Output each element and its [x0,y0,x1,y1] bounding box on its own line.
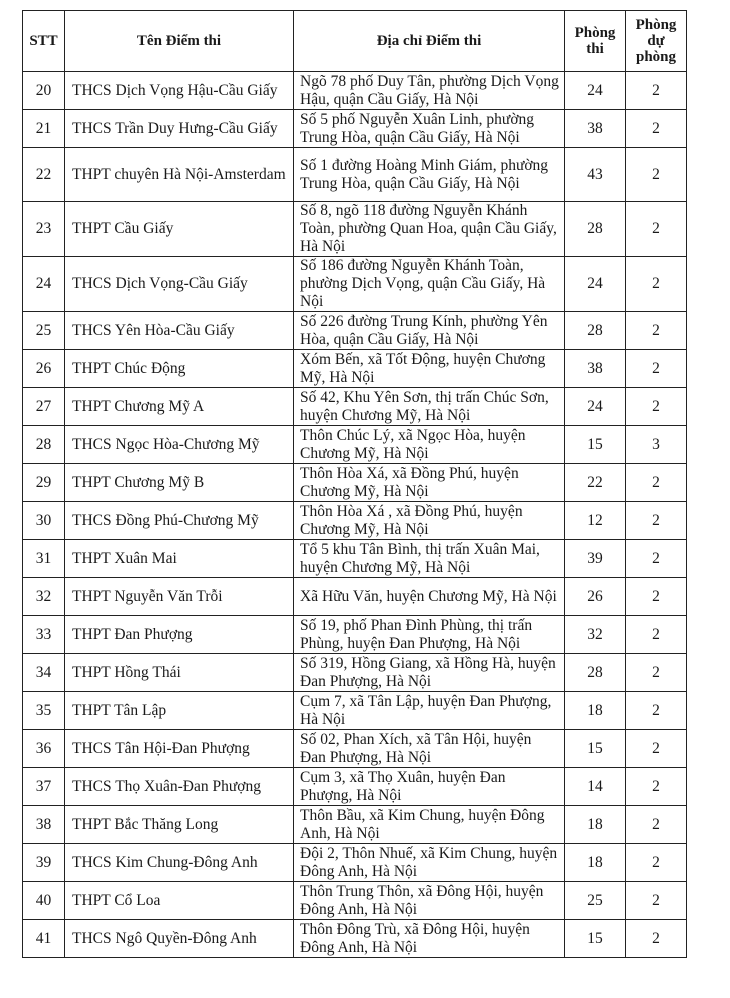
row-site-name: THPT Hồng Thái [65,654,294,692]
row-stt: 27 [23,388,65,426]
row-reserve-rooms: 2 [626,110,687,148]
row-exam-rooms: 15 [565,920,626,958]
table-row [23,654,687,692]
row-site-name: THCS Yên Hòa-Cầu Giấy [65,312,294,350]
table-row [23,844,687,882]
row-site-address: Số 319, Hồng Giang, xã Hồng Hà, huyện Đan Phượng, Hà Nội [294,654,565,692]
row-stt: 34 [23,654,65,692]
row-stt: 22 [23,148,65,202]
row-exam-rooms: 32 [565,616,626,654]
row-stt: 38 [23,806,65,844]
row-site-address: Thôn Bầu, xã Kim Chung, huyện Đông Anh, Hà Nội [294,806,565,844]
row-stt: 25 [23,312,65,350]
row-exam-rooms: 15 [565,730,626,768]
row-stt: 24 [23,257,65,312]
row-site-address: Số 8, ngõ 118 đường Nguyễn Khánh Toàn, phường Quan Hoa, quận Cầu Giấy, Hà Nội [294,202,565,257]
row-site-address: Tổ 5 khu Tân Bình, thị trấn Xuân Mai, huyện Chương Mỹ, Hà Nội [294,540,565,578]
table-row [23,350,687,388]
row-exam-rooms: 28 [565,654,626,692]
row-site-address: Thôn Hòa Xá, xã Đồng Phú, huyện Chương Mỹ, Hà Nội [294,464,565,502]
row-stt: 33 [23,616,65,654]
row-exam-rooms: 24 [565,388,626,426]
table-row [23,72,687,110]
row-exam-rooms: 39 [565,540,626,578]
table-row [23,882,687,920]
header-exam-rooms: Phòng thi [565,11,626,72]
row-site-address: Số 42, Khu Yên Sơn, thị trấn Chúc Sơn, huyện Chương Mỹ, Hà Nội [294,388,565,426]
row-reserve-rooms: 2 [626,844,687,882]
row-site-name: THPT Chúc Động [65,350,294,388]
row-site-name: THCS Tân Hội-Đan Phượng [65,730,294,768]
row-stt: 31 [23,540,65,578]
row-stt: 21 [23,110,65,148]
row-site-name: THPT Chương Mỹ B [65,464,294,502]
row-reserve-rooms: 2 [626,388,687,426]
row-site-address: Số 5 phố Nguyễn Xuân Linh, phường Trung Hòa, quận Cầu Giấy, Hà Nội [294,110,565,148]
row-site-name: THCS Đồng Phú-Chương Mỹ [65,502,294,540]
table-row [23,768,687,806]
row-site-name: THCS Ngọc Hòa-Chương Mỹ [65,426,294,464]
row-exam-rooms: 28 [565,202,626,257]
row-reserve-rooms: 2 [626,730,687,768]
row-exam-rooms: 12 [565,502,626,540]
header-stt: STT [23,11,65,72]
row-site-name: THCS Trần Duy Hưng-Cầu Giấy [65,110,294,148]
table-row [23,616,687,654]
row-stt: 26 [23,350,65,388]
row-exam-rooms: 24 [565,72,626,110]
table-row [23,426,687,464]
table-body [23,72,687,958]
row-reserve-rooms: 2 [626,312,687,350]
header-site-address: Địa chỉ Điểm thi [294,11,565,72]
row-exam-rooms: 18 [565,692,626,730]
row-exam-rooms: 24 [565,257,626,312]
table-row [23,730,687,768]
row-stt: 32 [23,578,65,616]
row-site-address: Số 19, phố Phan Đình Phùng, thị trấn Phùng, huyện Đan Phượng, Hà Nội [294,616,565,654]
row-site-name: THCS Thọ Xuân-Đan Phượng [65,768,294,806]
header-row [23,11,687,72]
row-reserve-rooms: 2 [626,768,687,806]
row-site-address: Thôn Trung Thôn, xã Đông Hội, huyện Đông Anh, Hà Nội [294,882,565,920]
row-stt: 36 [23,730,65,768]
table-row [23,578,687,616]
row-stt: 39 [23,844,65,882]
table-header [23,11,687,72]
row-exam-rooms: 18 [565,844,626,882]
row-site-address: Ngõ 78 phố Duy Tân, phường Dịch Vọng Hậu, quận Cầu Giấy, Hà Nội [294,72,565,110]
table-row [23,257,687,312]
row-exam-rooms: 25 [565,882,626,920]
row-site-name: THPT Tân Lập [65,692,294,730]
row-stt: 29 [23,464,65,502]
table-row [23,110,687,148]
row-stt: 30 [23,502,65,540]
row-exam-rooms: 15 [565,426,626,464]
table-row [23,540,687,578]
header-reserve-rooms: Phòng dự phòng [626,11,687,72]
row-exam-rooms: 14 [565,768,626,806]
row-reserve-rooms: 2 [626,148,687,202]
row-reserve-rooms: 2 [626,806,687,844]
row-exam-rooms: 18 [565,806,626,844]
row-reserve-rooms: 2 [626,540,687,578]
row-site-address: Đội 2, Thôn Nhuế, xã Kim Chung, huyện Đông Anh, Hà Nội [294,844,565,882]
row-site-name: THPT Bắc Thăng Long [65,806,294,844]
row-exam-rooms: 22 [565,464,626,502]
table-row [23,806,687,844]
table-row [23,502,687,540]
table-row [23,388,687,426]
exam-sites-table [22,10,687,958]
row-reserve-rooms: 2 [626,654,687,692]
row-reserve-rooms: 2 [626,920,687,958]
row-reserve-rooms: 2 [626,72,687,110]
header-site-name: Tên Điểm thi [65,11,294,72]
row-reserve-rooms: 2 [626,257,687,312]
row-reserve-rooms: 2 [626,202,687,257]
row-stt: 23 [23,202,65,257]
table-row [23,312,687,350]
row-reserve-rooms: 2 [626,692,687,730]
row-stt: 40 [23,882,65,920]
row-stt: 41 [23,920,65,958]
row-site-address: Cụm 7, xã Tân Lập, huyện Đan Phượng, Hà Nội [294,692,565,730]
row-stt: 37 [23,768,65,806]
table-row [23,202,687,257]
row-site-address: Thôn Chúc Lý, xã Ngọc Hòa, huyện Chương Mỹ, Hà Nội [294,426,565,464]
row-stt: 28 [23,426,65,464]
row-site-name: THCS Dịch Vọng Hậu-Cầu Giấy [65,72,294,110]
row-reserve-rooms: 2 [626,578,687,616]
row-stt: 35 [23,692,65,730]
row-reserve-rooms: 2 [626,464,687,502]
row-site-address: Xã Hữu Văn, huyện Chương Mỹ, Hà Nội [294,578,565,616]
row-site-name: THCS Kim Chung-Đông Anh [65,844,294,882]
row-site-address: Số 226 đường Trung Kính, phường Yên Hòa, quận Cầu Giấy, Hà Nội [294,312,565,350]
row-site-address: Số 1 đường Hoàng Minh Giám, phường Trung Hòa, quận Cầu Giấy, Hà Nội [294,148,565,202]
row-site-address: Cụm 3, xã Thọ Xuân, huyện Đan Phượng, Hà Nội [294,768,565,806]
row-reserve-rooms: 3 [626,426,687,464]
row-exam-rooms: 38 [565,110,626,148]
row-site-name: THPT Chương Mỹ A [65,388,294,426]
row-site-name: THPT Nguyễn Văn Trỗi [65,578,294,616]
row-reserve-rooms: 2 [626,882,687,920]
row-site-name: THPT Xuân Mai [65,540,294,578]
row-site-name: THPT Đan Phượng [65,616,294,654]
table-row [23,920,687,958]
row-reserve-rooms: 2 [626,502,687,540]
row-reserve-rooms: 2 [626,350,687,388]
row-site-address: Số 02, Phan Xích, xã Tân Hội, huyện Đan Phượng, Hà Nội [294,730,565,768]
row-site-address: Thôn Đông Trù, xã Đông Hội, huyện Đông Anh, Hà Nội [294,920,565,958]
row-stt: 20 [23,72,65,110]
row-site-name: THPT Cầu Giấy [65,202,294,257]
row-site-name: THPT chuyên Hà Nội-Amsterdam [65,148,294,202]
row-exam-rooms: 43 [565,148,626,202]
row-exam-rooms: 38 [565,350,626,388]
row-exam-rooms: 26 [565,578,626,616]
row-exam-rooms: 28 [565,312,626,350]
row-site-name: THPT Cổ Loa [65,882,294,920]
row-site-address: Số 186 đường Nguyễn Khánh Toàn, phường Dịch Vọng, quận Cầu Giấy, Hà Nội [294,257,565,312]
row-site-address: Xóm Bến, xã Tốt Động, huyện Chương Mỹ, Hà Nội [294,350,565,388]
table-row [23,692,687,730]
table-row [23,148,687,202]
table-row [23,464,687,502]
row-site-name: THCS Dịch Vọng-Cầu Giấy [65,257,294,312]
row-site-name: THCS Ngô Quyền-Đông Anh [65,920,294,958]
row-site-address: Thôn Hòa Xá , xã Đồng Phú, huyện Chương Mỹ, Hà Nội [294,502,565,540]
row-reserve-rooms: 2 [626,616,687,654]
